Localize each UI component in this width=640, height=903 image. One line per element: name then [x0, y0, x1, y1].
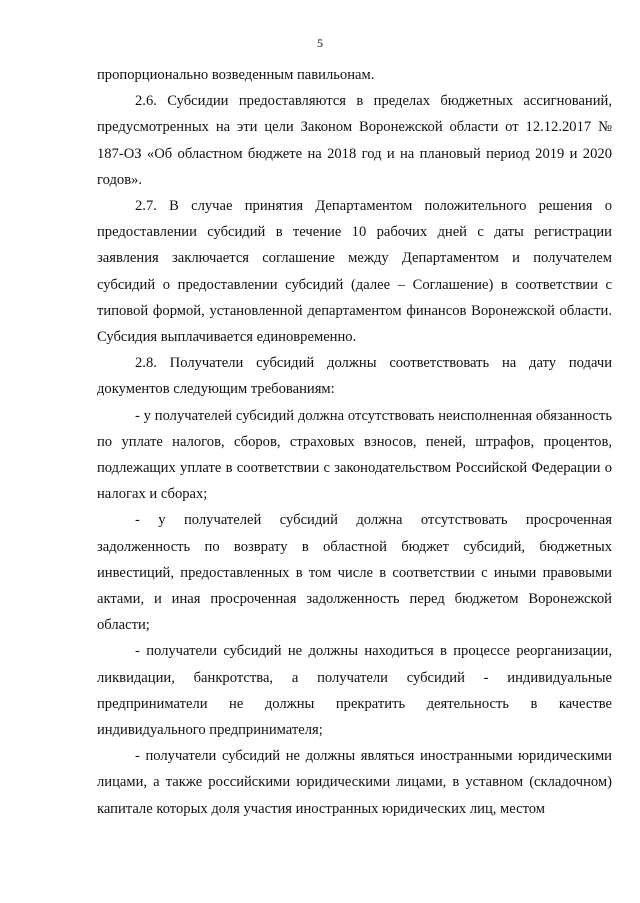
page-number: 5 — [317, 36, 323, 50]
requirement-debts: - у получателей субсидий должна отсутствовать просроченная задолженность по возврату в областной бюджет субсидий, бюджетных инвестиций, предоставленных в том числе в соответствии с иными правовыми актами, и иная просроченная задолженность перед бюджетом Воронежской области; — [97, 512, 612, 634]
requirement-reorganization: - получатели субсидий не должны находиться в процессе реорганизации, ликвидации, банкротства, а получатели субсидий - индивидуальные предприниматели не должны прекратить деятельность в качестве индивидуального предпринимателя; — [97, 643, 612, 739]
paragraph-continuation: пропорционально возведенным павильонам. — [97, 67, 375, 83]
requirement-taxes: - у получателей субсидий должна отсутствовать неисполненная обязанность по уплате налогов, сборов, страховых взносов, пеней, штрафов, процентов, подлежащих уплате в соответствии с законодательством Российской Федерации о налогах и сборах; — [97, 407, 612, 503]
paragraph-2-7: 2.7. В случае принятия Департаментом положительного решения о предоставлении субсидий в течение 10 рабочих дней с даты регистрации заявления заключается соглашение между Департаментом и получателем субсидий о предоставлении субсидий (далее – Соглашение) в соответствии с типовой формой, установленной департаментом финансов Воронежской области. Субсидия выплачивается единовременно. — [97, 198, 612, 346]
document-body — [97, 62, 612, 822]
requirement-foreign-entities: - получатели субсидий не должны являться иностранными юридическими лицами, а также российскими юридическими лицами, в уставном (складочном) капитале которых доля участия иностранных юридических лиц, местом — [97, 748, 612, 817]
paragraph-2-6: 2.6. Субсидии предоставляются в пределах бюджетных ассигнований, предусмотренных на эти цели Законом Воронежской области от 12.12.2017 № 187-ОЗ «Об областном бюджете на 2018 год и на плановый период 2019 и 2020 годов». — [97, 93, 612, 188]
paragraph-2-8: 2.8. Получатели субсидий должны соответствовать на дату подачи документов следующим требованиям: — [97, 355, 612, 398]
